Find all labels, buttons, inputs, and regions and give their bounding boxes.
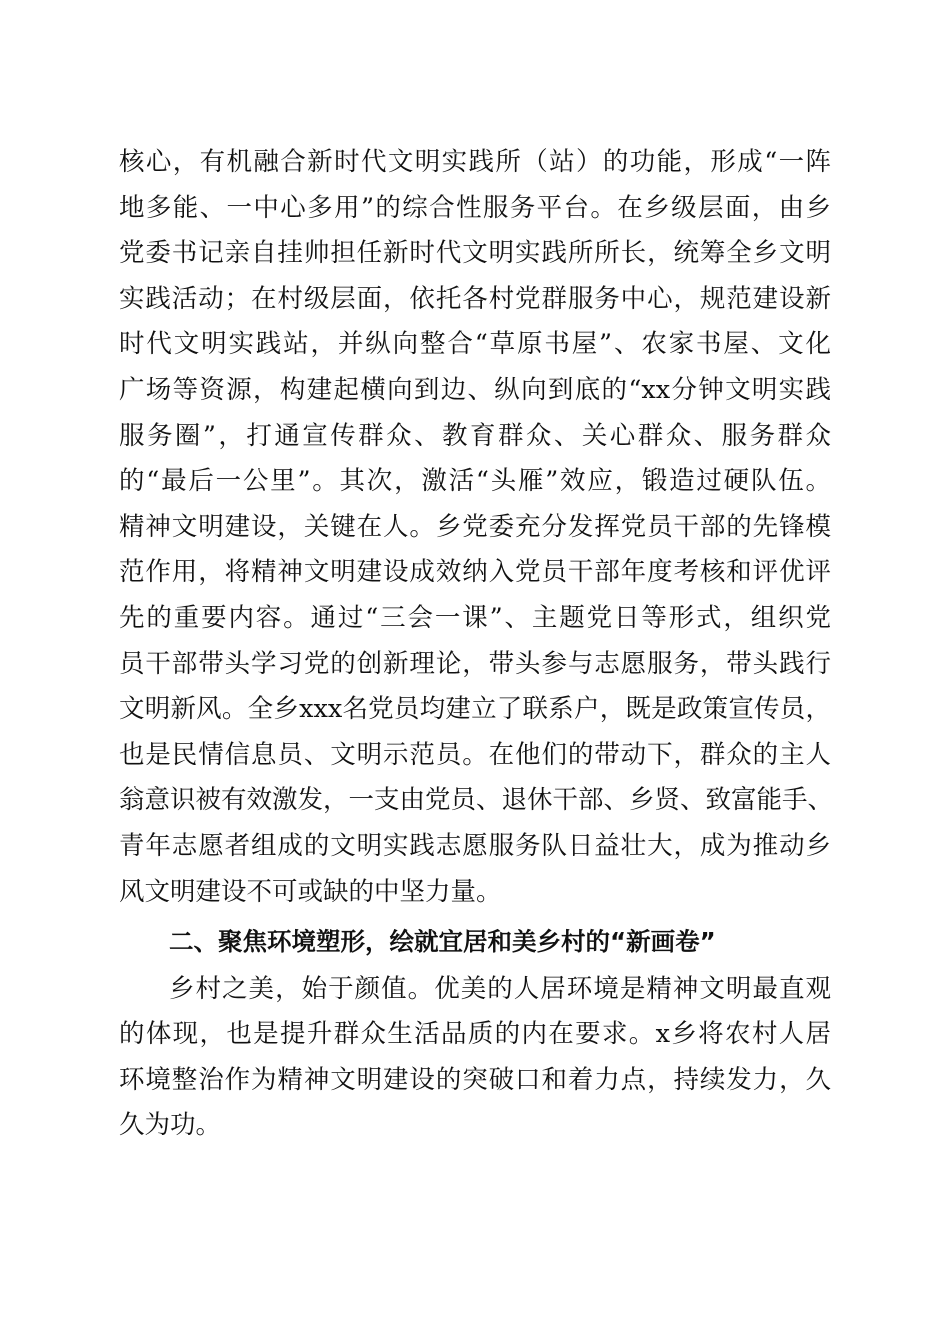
- text-line: 员干部带头学习党的创新理论，带头参与志愿服务，带头践行: [119, 648, 831, 679]
- text-line: 精神文明建设，关键在人。乡党委充分发挥党员干部的先锋模: [119, 511, 831, 542]
- text-line: 时代文明实践站，并纵向整合“草原书屋”、农家书屋、文化: [119, 329, 831, 360]
- text-line: 青年志愿者组成的文明实践志愿服务队日益壮大，成为推动乡: [119, 830, 831, 861]
- text-line: 环境整治作为精神文明建设的突破口和着力点，持续发力，久: [119, 1064, 831, 1095]
- text-line: 范作用，将精神文明建设成效纳入党员干部年度考核和评优评: [119, 557, 831, 588]
- text-line: 乡村之美，始于颜值。优美的人居环境是精神文明最直观: [169, 973, 831, 1004]
- paragraph-1: [119, 140, 834, 915]
- text-line: 的体现，也是提升群众生活品质的内在要求。x乡将农村人居: [119, 1019, 831, 1050]
- text-line: 文明新风。全乡xxx名党员均建立了联系户，既是政策宣传员，: [119, 694, 831, 725]
- text-line: 广场等资源，构建起横向到边、纵向到底的“xx分钟文明实践: [119, 374, 831, 405]
- text-line: 党委书记亲自挂帅担任新时代文明实践所所长，统筹全乡文明: [119, 238, 831, 269]
- text-line: 的“最后一公里”。其次，激活“头雁”效应，锻造过硬队伍。: [119, 466, 831, 497]
- document-body: [119, 140, 834, 1149]
- paragraph-2: [119, 967, 831, 1149]
- text-line: 服务圈”，打通宣传群众、教育群众、关心群众、服务群众: [119, 420, 831, 451]
- text-line: 久为功。: [119, 1110, 222, 1141]
- text-line: 先的重要内容。通过“三会一课”、主题党日等形式，组织党: [119, 602, 831, 633]
- section-heading: 二、聚焦环境塑形，绘就宜居和美乡村的“新画卷”: [169, 927, 716, 957]
- text-line: 翁意识被有效激发，一支由党员、退休干部、乡贤、致富能手、: [119, 785, 834, 816]
- text-line: 核心，有机融合新时代文明实践所（站）的功能，形成“一阵: [119, 147, 831, 177]
- text-line: 也是民情信息员、文明示范员。在他们的带动下，群众的主人: [119, 739, 831, 770]
- text-line: 实践活动；在村级层面，依托各村党群服务中心，规范建设新: [119, 283, 831, 314]
- text-line: 风文明建设不可或缺的中坚力量。: [119, 876, 502, 907]
- text-line: 地多能、一中心多用”的综合性服务平台。在乡级层面，由乡: [119, 192, 831, 223]
